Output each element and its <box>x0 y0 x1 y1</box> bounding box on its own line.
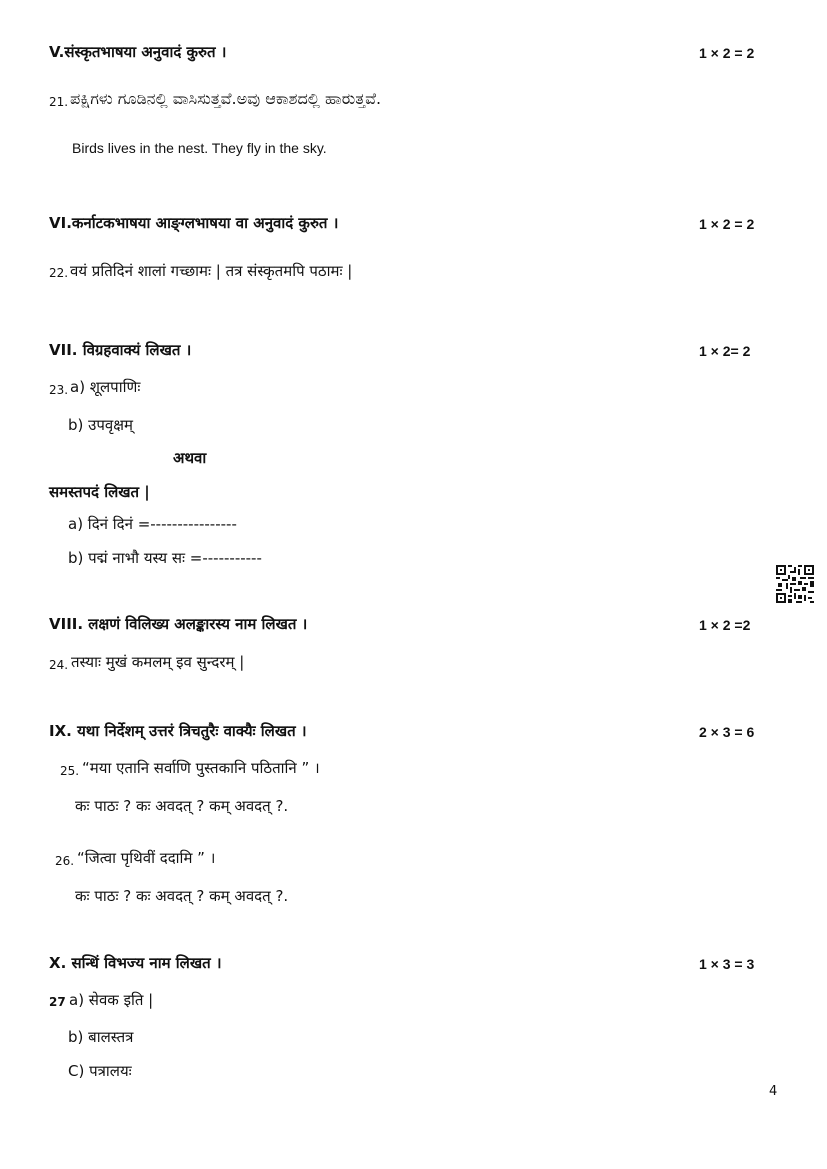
section-v-marks: 1 × 2 = 2 <box>699 45 755 61</box>
section-ix-heading: IX. यथा निर्देशम् उत्तरं त्रिचतुरैः वाक्यैः लिखत । <box>49 722 307 740</box>
q25-subquestions: कः पाठः ? कः अवदत् ? कम् अवदत् ?. <box>75 797 289 815</box>
section-vi-marks: 1 × 2 = 2 <box>699 216 755 232</box>
alt-option-b: b) पद्मं नाभौ यस्य सः =----------- <box>68 549 262 567</box>
q21-number: 21. <box>49 95 69 109</box>
section-vii-marks: 1 × 2= 2 <box>699 343 751 359</box>
q27-number: 27 <box>49 995 66 1009</box>
section-viii-marks: 1 × 2 =2 <box>699 617 751 633</box>
q25-number: 25. <box>60 764 80 778</box>
q25-text: “मया एतानि सर्वाणि पुस्तकानि पठितानि ” । <box>82 759 320 777</box>
q23-option-a: a) शूलपाणिः <box>70 378 141 396</box>
q26-subquestions: कः पाठः ? कः अवदत् ? कम् अवदत् ?. <box>75 887 289 905</box>
samastapada-heading: समस्तपदं लिखत | <box>49 483 150 501</box>
section-x-marks: 1 × 3 = 3 <box>699 956 755 972</box>
section-ix-marks: 2 × 3 = 6 <box>699 724 755 740</box>
q27-option-a: a) सेवक इति | <box>69 991 154 1009</box>
q23-number: 23. <box>49 383 69 397</box>
page-number: 4 <box>769 1084 778 1099</box>
alt-option-a: a) दिनं दिनं =---------------- <box>68 515 237 533</box>
q24-text: तस्याः मुखं कमलम् इव सुन्दरम् | <box>71 653 245 671</box>
section-viii-heading: VIII. लक्षणं विलिख्य अलङ्कारस्य नाम लिखत । <box>49 615 308 633</box>
athava-label: अथवा <box>173 449 207 467</box>
q22-number: 22. <box>49 266 69 280</box>
q22-text: वयं प्रतिदिनं शालां गच्छामः | तत्र संस्कृतमपि पठामः | <box>70 262 353 280</box>
q27-option-b: b) बालस्तत्र <box>68 1028 134 1046</box>
section-vii-heading: VII. विग्रहवाक्यं लिखत । <box>49 341 192 359</box>
section-v-heading: V.संस्कृतभाषया अनुवादं कुरुत । <box>49 43 227 61</box>
q24-number: 24. <box>49 658 69 672</box>
q27-option-c: C) पत्रालयः <box>68 1062 132 1080</box>
q26-text: “जित्वा पृथिवीं ददामि ” । <box>77 849 216 867</box>
qr-code-icon <box>776 565 814 603</box>
q26-number: 26. <box>55 854 75 868</box>
q23-option-b: b) उपवृक्षम् <box>68 416 133 434</box>
q21-english: Birds lives in the nest. They fly in the sky. <box>72 140 327 156</box>
q21-text: ಪಕ್ಷಿಗಳು ಗೂಡಿನಲ್ಲಿ ವಾಸಿಸುತ್ತವೆ.ಅವು ಆಕಾಶದಲ್ಲಿ ಹಾರುತ್ತವೆ. <box>70 89 382 108</box>
section-x-heading: X. सन्धिं विभज्य नाम लिखत । <box>49 954 222 972</box>
section-vi-heading: VI.कर्नाटकभाषया आङ्ग्लभाषया वा अनुवादं कुरुत । <box>49 214 339 232</box>
